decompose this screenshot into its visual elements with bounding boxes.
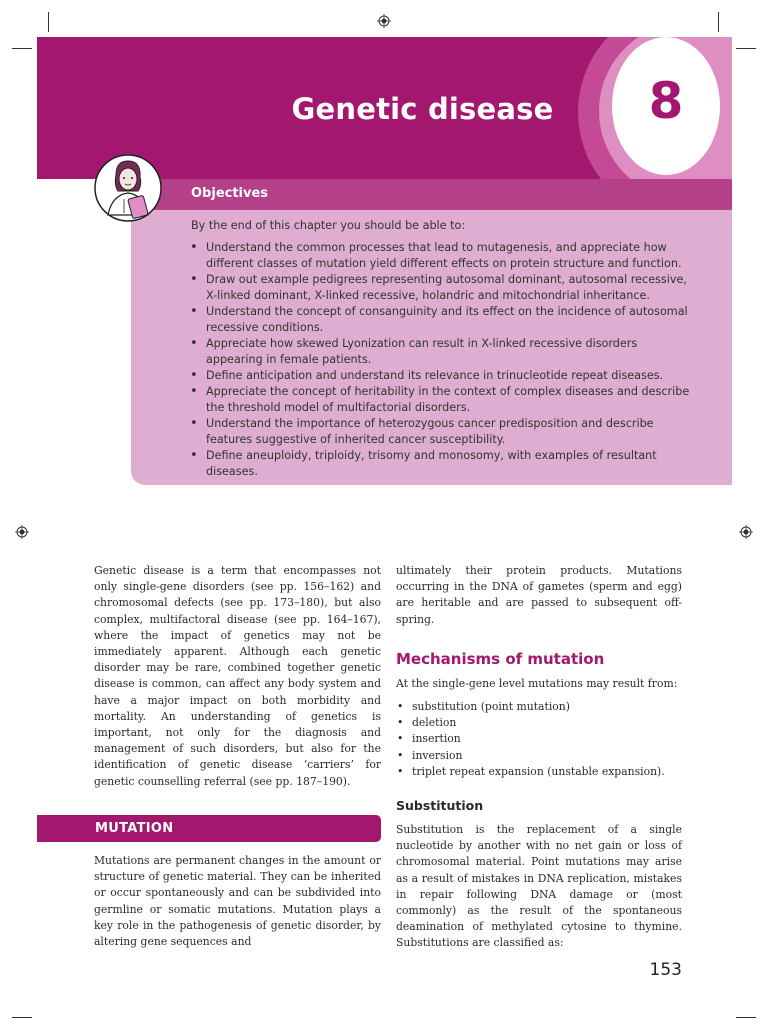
objective-item: • Understand the importance of heterozygous cancer predisposition and describe features suggestive of inherited cancer susceptibility.: [190, 416, 690, 448]
right-top-paragraph: ultimately their protein products. Mutations occurring in the DNA of gametes (sperm and egg) are heritable and are passed to subsequent off-spring.: [396, 564, 682, 626]
mutation-heading-bar: [37, 815, 381, 842]
list-item: • deletion: [396, 715, 665, 731]
objective-item: • Appreciate how skewed Lyonization can result in X-linked recessive disorders appearing in female patients.: [190, 336, 690, 368]
crop-mark: [736, 48, 756, 49]
objective-item: • Define anticipation and understand its relevance in trinucleotide repeat diseases.: [190, 368, 690, 384]
chapter-title: Genetic disease: [291, 92, 554, 126]
crop-mark: [736, 1017, 756, 1018]
objective-item: • Draw out example pedigrees representing autosomal dominant, autosomal recessive, X-linked dominant, X-linked recessive, holandric and mitochondrial inheritance.: [190, 272, 690, 304]
list-item: • insertion: [396, 731, 665, 747]
mutation-paragraph: Mutations are permanent changes in the amount or structure of genetic material. They can be inherited or occur spontaneously and can be subdivided into germline or somatic mutations. Mutation plays a key role in the pathogenesis of genetic disorder, by altering gene sequences and: [94, 854, 381, 949]
registration-mark-icon: [739, 525, 753, 539]
mechanisms-intro: At the single-gene level mutations may result from:: [396, 677, 678, 690]
crop-mark: [48, 12, 49, 32]
objective-item: • Appreciate the concept of heritability in the context of complex diseases and describe the threshold model of multifactorial disorders.: [190, 384, 690, 416]
registration-mark-icon: [377, 14, 391, 28]
list-item: • inversion: [396, 748, 665, 764]
substitution-heading: Substitution: [396, 798, 484, 813]
crop-mark: [12, 1017, 32, 1018]
intro-paragraph: Genetic disease is a term that encompasses not only single-gene disorders (see pp. 156–162) and chromosomal defects (see pp. 173–180), but also complex, multifactoral disease (see pp. 164–167), where the impact of genetics may not be immediately apparent. Although each genetic disorder may be rare, combined together genetic disease is common, can affect any body system and have a major impact on both morbidity and mortality. An understanding of genetics is important, not only for the diagnosis and management of such disorders, but also for the identification of genetic disease ‘carriers’ for genetic counselling referral (see pp. 187–190).: [94, 564, 381, 788]
list-item: • substitution (point mutation): [396, 699, 665, 715]
chapter-number: 8: [648, 72, 684, 130]
mutation-heading: MUTATION: [95, 821, 174, 836]
objectives-heading: Objectives: [191, 186, 269, 201]
crop-mark: [12, 48, 32, 49]
doctor-avatar-icon: [94, 151, 162, 223]
objectives-intro: By the end of this chapter you should be able to:: [191, 219, 466, 232]
objectives-list: [190, 240, 690, 480]
page-number: 153: [649, 960, 682, 980]
list-item: • triplet repeat expansion (unstable expansion).: [396, 764, 665, 780]
objective-item: • Define aneuploidy, triploidy, trisomy and monosomy, with examples of resultant diseases.: [190, 448, 690, 480]
mechanisms-heading: Mechanisms of mutation: [396, 650, 605, 668]
crop-mark: [718, 12, 719, 32]
objective-item: • Understand the concept of consanguinity and its effect on the incidence of autosomal recessive conditions.: [190, 304, 690, 336]
substitution-paragraph: Substitution is the replacement of a single nucleotide by another with no net gain or loss of chromosomal material. Point mutations may arise as a result of mistakes in DNA replication, mistakes in repair following DNA damage or (most commonly) as the result of the spontaneous deamination of methylated cytosine to thymine. Substitutions are classified as:: [396, 823, 682, 950]
registration-mark-icon: [15, 525, 29, 539]
objective-item: • Understand the common processes that lead to mutagenesis, and appreciate how different classes of mutation yield different effects on protein structure and function.: [190, 240, 690, 272]
mechanisms-list: [396, 699, 665, 780]
